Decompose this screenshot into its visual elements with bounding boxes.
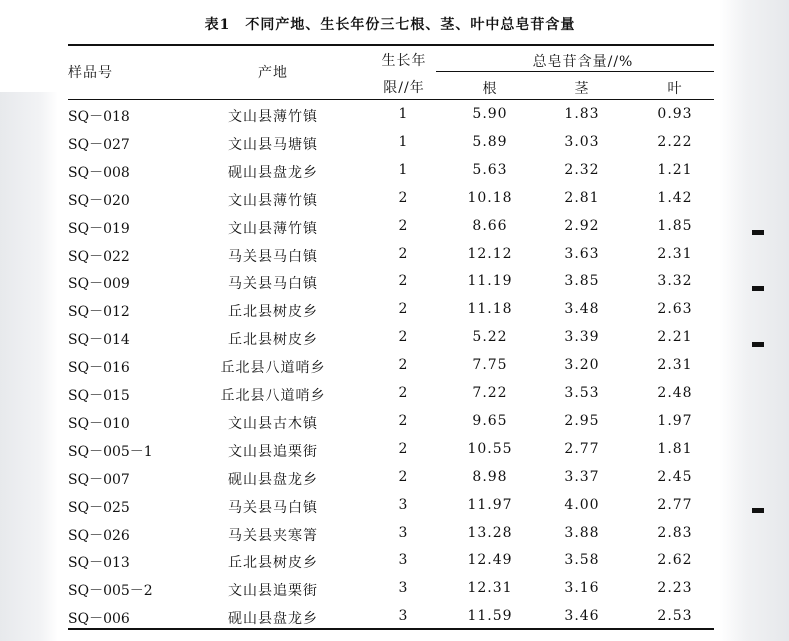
cell-origin: 马关县马白镇 <box>228 248 318 265</box>
cell-years: 3 <box>398 496 408 513</box>
cell-sample-id: SQ－012 <box>68 304 130 321</box>
cell-years: 2 <box>398 273 408 290</box>
table-row <box>68 547 714 575</box>
cell-stem-content: 3.63 <box>564 245 600 262</box>
cell-stem-content: 3.46 <box>564 608 600 625</box>
cell-root-content: 12.31 <box>467 580 513 597</box>
table-row <box>68 101 714 129</box>
cell-root-content: 5.89 <box>472 133 508 150</box>
cell-stem-content: 3.48 <box>564 301 600 318</box>
cell-origin: 砚山县盘龙乡 <box>228 164 318 181</box>
cell-leaf-content: 2.83 <box>657 524 693 541</box>
cell-leaf-content: 2.53 <box>657 608 693 625</box>
cell-root-content: 8.66 <box>472 217 508 234</box>
cell-origin: 丘北县树皮乡 <box>228 555 318 572</box>
cell-years: 2 <box>398 189 408 206</box>
cell-years: 1 <box>398 133 408 150</box>
cell-origin: 文山县古木镇 <box>228 415 318 432</box>
cell-sample-id: SQ－026 <box>68 527 130 544</box>
table-top-rule <box>68 44 714 46</box>
cell-origin: 文山县薄竹镇 <box>228 220 318 237</box>
cell-stem-content: 2.81 <box>564 189 600 206</box>
cell-stem-content: 1.83 <box>564 106 600 122</box>
cell-root-content: 12.12 <box>467 245 513 262</box>
cell-root-content: 11.18 <box>467 301 513 318</box>
cell-years: 1 <box>398 106 408 122</box>
cell-years: 3 <box>398 524 408 541</box>
table-row <box>68 436 714 464</box>
cell-leaf-content: 1.81 <box>657 440 693 457</box>
cell-origin: 马关县夹寒箐 <box>228 527 318 544</box>
cell-root-content: 11.19 <box>467 273 513 290</box>
header-leaf: 叶 <box>667 81 683 97</box>
side-mark <box>752 508 764 513</box>
cell-root-content: 10.18 <box>467 189 513 206</box>
cell-sample-id: SQ－016 <box>68 360 130 377</box>
cell-leaf-content: 2.62 <box>657 552 693 569</box>
table-row <box>68 352 714 380</box>
cell-root-content: 8.98 <box>472 468 508 485</box>
cell-years: 2 <box>398 357 408 374</box>
cell-origin: 砚山县盘龙乡 <box>228 611 318 628</box>
cell-origin: 丘北县八道哨乡 <box>220 360 326 377</box>
table-row <box>68 157 714 185</box>
table-row <box>68 185 714 213</box>
cell-stem-content: 3.53 <box>564 385 600 401</box>
cell-leaf-content: 1.42 <box>657 189 693 206</box>
table-header-rule <box>68 99 714 100</box>
cell-leaf-content: 2.21 <box>657 329 693 346</box>
header-root: 根 <box>482 81 498 97</box>
cell-root-content: 11.97 <box>467 496 513 513</box>
header-sample: 样品号 <box>68 65 113 81</box>
cell-stem-content: 2.92 <box>564 217 600 234</box>
table-row <box>68 268 714 296</box>
cell-origin: 马关县马白镇 <box>228 276 318 293</box>
table-row <box>68 380 714 408</box>
cell-sample-id: SQ－020 <box>68 192 130 209</box>
cell-stem-content: 3.88 <box>564 524 600 541</box>
cell-years: 3 <box>398 580 408 597</box>
cell-leaf-content: 2.31 <box>657 245 693 262</box>
cell-sample-id: SQ－027 <box>68 136 130 153</box>
cell-root-content: 12.49 <box>467 552 513 569</box>
cell-leaf-content: 1.85 <box>657 217 693 234</box>
background-right-panel <box>719 0 789 641</box>
side-mark <box>752 286 764 291</box>
cell-stem-content: 3.03 <box>564 133 600 150</box>
cell-origin: 文山县追栗街 <box>228 443 318 460</box>
cell-years: 2 <box>398 412 408 429</box>
cell-root-content: 5.90 <box>472 106 508 122</box>
cell-years: 2 <box>398 468 408 485</box>
cell-leaf-content: 3.32 <box>657 273 693 290</box>
cell-years: 3 <box>398 552 408 569</box>
cell-origin: 文山县薄竹镇 <box>228 192 318 209</box>
cell-origin: 砚山县盘龙乡 <box>228 471 318 488</box>
cell-root-content: 10.55 <box>467 440 513 457</box>
cell-sample-id: SQ－013 <box>68 555 130 572</box>
background-left-panel <box>0 92 58 641</box>
cell-years: 2 <box>398 217 408 234</box>
cell-root-content: 7.22 <box>472 385 508 401</box>
cell-stem-content: 3.39 <box>564 329 600 346</box>
table-row <box>68 296 714 324</box>
cell-stem-content: 3.37 <box>564 468 600 485</box>
header-years-line2: 限//年 <box>383 80 425 96</box>
table-row <box>68 408 714 436</box>
cell-leaf-content: 2.23 <box>657 580 693 597</box>
table-row <box>68 492 714 520</box>
table-row <box>68 241 714 269</box>
table-row <box>68 213 714 241</box>
cell-origin: 文山县追栗街 <box>228 583 318 600</box>
table-row <box>68 520 714 548</box>
cell-origin: 文山县薄竹镇 <box>228 109 318 125</box>
cell-years: 2 <box>398 440 408 457</box>
cell-leaf-content: 1.21 <box>657 161 693 178</box>
cell-root-content: 5.22 <box>472 329 508 346</box>
cell-sample-id: SQ－007 <box>68 471 130 488</box>
cell-stem-content: 3.85 <box>564 273 600 290</box>
cell-root-content: 5.63 <box>472 161 508 178</box>
cell-sample-id: SQ－010 <box>68 415 130 432</box>
table-subheader-rule <box>436 71 714 72</box>
cell-sample-id: SQ－019 <box>68 220 130 237</box>
header-total-saponin: 总皂苷含量//% <box>532 54 634 70</box>
side-mark <box>752 342 764 347</box>
cell-stem-content: 2.77 <box>564 440 600 457</box>
cell-leaf-content: 2.45 <box>657 468 693 485</box>
cell-years: 2 <box>398 245 408 262</box>
cell-root-content: 13.28 <box>467 524 513 541</box>
cell-sample-id: SQ－018 <box>68 109 130 125</box>
cell-years: 2 <box>398 385 408 401</box>
header-years-line1: 生长年 <box>381 53 427 69</box>
cell-origin: 丘北县树皮乡 <box>228 332 318 349</box>
cell-sample-id: SQ－005－1 <box>68 443 153 460</box>
cell-sample-id: SQ－015 <box>68 388 130 404</box>
cell-stem-content: 3.20 <box>564 357 600 374</box>
cell-sample-id: SQ－022 <box>68 248 130 265</box>
header-stem: 茎 <box>574 81 590 97</box>
cell-sample-id: SQ－005－2 <box>68 583 153 600</box>
cell-sample-id: SQ－006 <box>68 611 130 628</box>
cell-years: 2 <box>398 329 408 346</box>
cell-origin: 丘北县八道哨乡 <box>220 388 326 404</box>
cell-years: 2 <box>398 301 408 318</box>
cell-root-content: 7.75 <box>472 357 508 374</box>
cell-stem-content: 3.58 <box>564 552 600 569</box>
cell-leaf-content: 2.22 <box>657 133 693 150</box>
cell-years: 1 <box>398 161 408 178</box>
cell-root-content: 11.59 <box>467 608 513 625</box>
cell-origin: 文山县马塘镇 <box>228 136 318 153</box>
cell-stem-content: 3.16 <box>564 580 600 597</box>
cell-leaf-content: 2.48 <box>657 385 693 401</box>
table-row <box>68 129 714 157</box>
table-row <box>68 603 714 631</box>
cell-leaf-content: 2.63 <box>657 301 693 318</box>
cell-origin: 丘北县树皮乡 <box>228 304 318 321</box>
cell-leaf-content: 2.77 <box>657 496 693 513</box>
cell-leaf-content: 2.31 <box>657 357 693 374</box>
table-row <box>68 575 714 603</box>
cell-stem-content: 2.95 <box>564 412 600 429</box>
cell-leaf-content: 0.93 <box>657 106 693 122</box>
document-page <box>60 0 720 641</box>
cell-years: 3 <box>398 608 408 625</box>
cell-root-content: 9.65 <box>472 412 508 429</box>
table-row <box>68 324 714 352</box>
cell-stem-content: 2.32 <box>564 161 600 178</box>
side-mark <box>752 230 764 235</box>
table-row <box>68 464 714 492</box>
cell-origin: 马关县马白镇 <box>228 499 318 516</box>
cell-stem-content: 4.00 <box>564 496 600 513</box>
table-caption: 表1 不同产地、生长年份三七根、茎、叶中总皂苷含量 <box>204 17 576 33</box>
cell-leaf-content: 1.97 <box>657 412 693 429</box>
header-origin: 产地 <box>258 65 288 81</box>
cell-sample-id: SQ－009 <box>68 276 130 293</box>
cell-sample-id: SQ－025 <box>68 499 130 516</box>
cell-sample-id: SQ－014 <box>68 332 130 349</box>
cell-sample-id: SQ－008 <box>68 164 130 181</box>
